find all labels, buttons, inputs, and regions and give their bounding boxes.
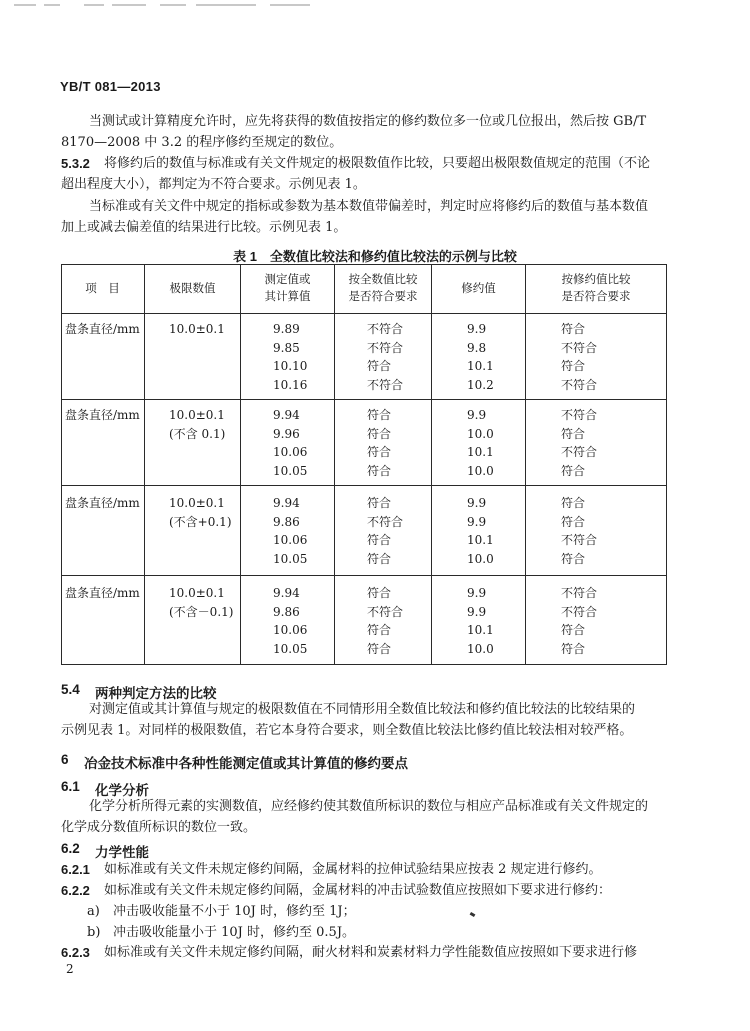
paragraph-line: 化学成分数值所标识的数位一致。 bbox=[61, 820, 257, 835]
cell-rounded: 9.9 9.9 10.1 10.0 bbox=[467, 586, 494, 656]
clause-number: 5.3.2 bbox=[61, 156, 90, 171]
cell-item: 盘条直径/mm bbox=[65, 322, 140, 336]
table-caption: 表 1 全数值比较法和修约值比较法的示例与比较 bbox=[233, 249, 517, 264]
section-title: 力学性能 bbox=[95, 845, 149, 860]
paragraph-line: 示例见表 1。对同样的极限数值，若它本身符合要求，则全数值比较法比修约值比较法相对较严格。 bbox=[61, 723, 633, 738]
cell-limit: 10.0±0.1 bbox=[169, 322, 225, 336]
cell-full-compare: 符合 不符合 符合 符合 bbox=[367, 496, 404, 566]
paragraph-line: 当测试或计算精度允许时，应先将获得的数值按指定的修约数位多一位或几位报出，然后按 GB/T bbox=[89, 114, 647, 129]
cell-full-compare: 不符合 不符合 符合 不符合 bbox=[367, 322, 404, 392]
paragraph-line: 如标准或有关文件未规定修约间隔，金属材料的冲击试验数值应按照如下要求进行修约： bbox=[104, 883, 612, 898]
header-measured: 测定值或 其计算值 bbox=[264, 272, 311, 303]
header-full-compare: 按全数值比较 是否符合要求 bbox=[348, 272, 418, 303]
section-number: 6.2 bbox=[61, 841, 80, 856]
cell-round-compare: 符合 不符合 符合 不符合 bbox=[561, 322, 598, 392]
section-title: 化学分析 bbox=[95, 783, 149, 798]
cell-full-compare: 符合 不符合 符合 符合 bbox=[367, 586, 404, 656]
cell-full-compare: 符合 符合 符合 符合 bbox=[367, 408, 392, 478]
section-title: 两种判定方法的比较 bbox=[95, 686, 217, 701]
cell-round-compare: 不符合 不符合 符合 符合 bbox=[561, 586, 598, 656]
cell-item: 盘条直径/mm bbox=[65, 408, 140, 422]
cell-measured: 9.94 9.96 10.06 10.05 bbox=[273, 408, 308, 478]
paragraph-line: 超出程度大小），都判定为不符合要求。示例见表 1。 bbox=[61, 177, 366, 192]
paragraph-line: 加上或减去偏差值的结果进行比较。示例见表 1。 bbox=[61, 220, 347, 235]
section-title: 冶金技术标准中各种性能测定值或其计算值的修约要点 bbox=[84, 756, 408, 771]
top-edge-marks bbox=[0, 0, 750, 14]
cell-rounded: 9.9 9.8 10.1 10.2 bbox=[467, 322, 494, 392]
header-round-compare: 按修约值比较 是否符合要求 bbox=[561, 272, 631, 303]
header-rounded: 修约值 bbox=[461, 281, 496, 295]
paragraph-line: 如标准或有关文件未规定修约间隔，金属材料的拉伸试验结果应按表 2 规定进行修约。 bbox=[104, 862, 602, 877]
paragraph-line: 8170—2008 中 3.2 的程序修约至规定的数位。 bbox=[61, 135, 343, 150]
scan-speck bbox=[470, 912, 476, 917]
list-item: 冲击吸收能量小于 10J 时，修约至 0.5J。 bbox=[113, 925, 356, 940]
cell-measured: 9.94 9.86 10.06 10.05 bbox=[273, 586, 308, 656]
cell-item: 盘条直径/mm bbox=[65, 586, 140, 600]
comparison-table bbox=[61, 264, 667, 665]
cell-limit: 10.0±0.1 (不含+0.1) bbox=[169, 496, 232, 529]
clause-number: 6.2.1 bbox=[61, 862, 90, 877]
section-number: 5.4 bbox=[61, 682, 80, 697]
section-number: 6.1 bbox=[61, 779, 80, 794]
cell-measured: 9.94 9.86 10.06 10.05 bbox=[273, 496, 308, 566]
cell-round-compare: 符合 符合 不符合 符合 bbox=[561, 496, 598, 566]
cell-limit: 10.0±0.1 (不含－0.1) bbox=[169, 586, 234, 619]
cell-limit: 10.0±0.1 (不含 0.1) bbox=[169, 408, 226, 441]
cell-round-compare: 不符合 符合 不符合 符合 bbox=[561, 408, 598, 478]
clause-number: 6.2.3 bbox=[61, 945, 90, 960]
paragraph-line: 如标准或有关文件未规定修约间隔，耐火材料和炭素材料力学性能数值应按照如下要求进行修 bbox=[104, 945, 638, 960]
list-marker: b) bbox=[87, 925, 101, 940]
header-item: 项 目 bbox=[85, 281, 120, 295]
paragraph-line: 化学分析所得元素的实测数值，应经修约使其数值所标识的数位与相应产品标准或有关文件规定的 bbox=[89, 799, 649, 814]
cell-rounded: 9.9 9.9 10.1 10.0 bbox=[467, 496, 494, 566]
section-number: 6 bbox=[61, 752, 69, 767]
header-limit: 极限数值 bbox=[169, 281, 216, 295]
list-item: 冲击吸收能量不小于 10J 时，修约至 1J； bbox=[113, 904, 356, 919]
list-marker: a) bbox=[87, 904, 100, 919]
paragraph-line: 将修约后的数值与标准或有关文件规定的极限数值作比较，只要超出极限数值规定的范围（不论 bbox=[104, 156, 651, 171]
cell-item: 盘条直径/mm bbox=[65, 496, 140, 510]
document-number: YB/T 081—2013 bbox=[60, 79, 161, 94]
clause-number: 6.2.2 bbox=[61, 883, 90, 898]
page-number: 2 bbox=[66, 962, 74, 976]
cell-measured: 9.89 9.85 10.10 10.16 bbox=[273, 322, 308, 392]
paragraph-line: 对测定值或其计算值与规定的极限数值在不同情形用全数值比较法和修约值比较法的比较结果的 bbox=[89, 702, 636, 717]
cell-rounded: 9.9 10.0 10.1 10.0 bbox=[467, 408, 494, 478]
paragraph-line: 当标准或有关文件中规定的指标或参数为基本数值带偏差时，判定时应将修约后的数值与基本数值 bbox=[89, 199, 649, 214]
